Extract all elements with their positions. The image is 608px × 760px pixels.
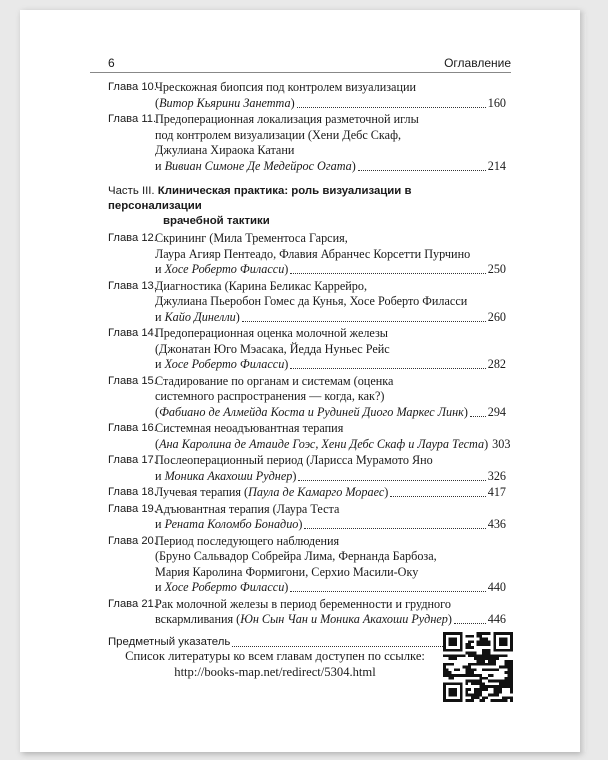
authors: Кайо Динелли [164, 309, 236, 324]
chapter-label: Глава 17. [108, 454, 157, 466]
authors: Хосе Роберто Филасси [164, 357, 285, 371]
chapter-body [155, 597, 506, 628]
authors: Юн Сын Чан и Моника Акахоши Руднер [240, 612, 448, 626]
toc-entry[interactable] [108, 279, 506, 326]
line-prefix: Лучевая терапия ( [155, 485, 249, 499]
references-note [110, 648, 440, 680]
toc-entry[interactable] [108, 421, 511, 452]
line-prefix: и [155, 517, 165, 531]
authors: Хосе Роберто Филасси [164, 580, 285, 594]
line-suffix: ) [351, 158, 356, 173]
line-suffix: ) [484, 436, 489, 451]
toc-entry[interactable] [108, 502, 506, 533]
line-suffix: ) [292, 468, 297, 483]
references-text: Список литературы ко всем главам доступен по ссылке: [125, 649, 425, 663]
references-link[interactable]: http://books-map.net/redirect/5304.html [174, 665, 376, 679]
chapter-title-line: Рак молочной железы в период беременности и грудного [155, 596, 451, 611]
chapter-last-line [155, 96, 506, 112]
chapter-page: 214 [487, 158, 506, 173]
chapter-title-line: Джулиана Пьеробон Гомес да Кунья, Хосе Роберто Филасси [155, 294, 468, 308]
line-prefix: ( [155, 436, 160, 451]
chapter-last-line [155, 357, 506, 373]
leader-dots [298, 469, 485, 481]
line-suffix: ) [235, 309, 240, 324]
line-prefix: и [155, 357, 165, 371]
chapter-page: 417 [487, 485, 506, 499]
chapter-body [155, 80, 506, 111]
line-prefix: и [155, 468, 165, 483]
chapter-title-line: Скрининг (Мила Трементоса Гарсия, [155, 231, 348, 245]
line-prefix: ( [155, 95, 160, 110]
chapter-title-line: Лаура Агияр Пентеадо, Флавия Абранчес Корсетти Пурчино [155, 246, 471, 261]
chapter-title-line: Диагностика (Карина Беликас Каррейро, [155, 278, 367, 293]
running-header [90, 54, 511, 73]
leader-dots [242, 310, 486, 322]
toc-entry[interactable] [108, 534, 506, 596]
chapter-title-line: Мария Каролина Формигони, Серхио Масили-Оку [155, 564, 419, 579]
chapter-body [155, 421, 510, 452]
chapter-page: 436 [487, 517, 506, 531]
leader-dots [297, 96, 486, 108]
chapter-label: Глава 19. [108, 502, 157, 515]
chapter-page: 260 [487, 309, 506, 324]
chapter-title-line: Джулиана Хираока Катани [155, 143, 295, 157]
chapter-body [155, 502, 506, 533]
authors: Моника Акахоши Руднер [164, 468, 293, 483]
chapter-label: Глава 11. [108, 113, 157, 125]
authors: Ана Каролина де Атаиде Гоэс, Хени Дебс Скаф и Лаура Теста [159, 436, 485, 451]
chapter-title-line: Период последующего наблюдения [155, 533, 340, 548]
line-suffix: ) [284, 357, 289, 371]
chapter-body [155, 279, 506, 326]
chapter-title-line: (Бруно Сальвадор Собрейра Лима, Фернанда Барбоза, [155, 549, 437, 563]
chapter-title-line: под контролем визуализации (Хени Дебс Скаф, [155, 127, 402, 142]
line-prefix: и [155, 158, 165, 173]
toc-entry[interactable] [108, 485, 506, 501]
part-title-line1: Клиническая практика: роль визуализации в персонализации [108, 185, 412, 212]
leader-dots [304, 517, 485, 529]
toc-group-part3 [108, 231, 511, 628]
chapter-last-line [155, 405, 506, 421]
qr-code-icon [443, 632, 513, 702]
chapter-page: 250 [487, 262, 506, 276]
chapter-label: Глава 21. [108, 597, 157, 610]
chapter-last-line [155, 437, 510, 453]
line-suffix: ) [284, 580, 289, 594]
chapter-body [155, 374, 506, 421]
chapter-page: 282 [487, 357, 506, 371]
toc-group-part2 [108, 80, 506, 174]
line-suffix: ) [384, 485, 389, 499]
line-prefix: и [155, 262, 165, 276]
line-suffix: ) [284, 262, 289, 276]
chapter-title-line: Предоперационная оценка молочной железы [155, 326, 388, 340]
part-heading [108, 184, 506, 229]
authors: Вивиан Симоне Де Медейрос Огата [164, 158, 352, 173]
chapter-label: Глава 14. [108, 327, 157, 339]
authors: Витор Кьярини Занетта [159, 95, 291, 110]
chapter-label: Глава 10. [108, 81, 157, 93]
chapter-body [155, 453, 506, 484]
chapter-last-line [155, 159, 506, 175]
chapter-last-line [155, 612, 506, 628]
page-number: 6 [108, 56, 115, 70]
chapter-last-line [155, 310, 506, 326]
chapter-page: 326 [487, 468, 506, 483]
toc-entry[interactable] [108, 112, 506, 174]
chapter-title-line: Адъювантная терапия (Лаура Теста [155, 501, 340, 516]
table-of-contents [108, 80, 511, 650]
toc-entry[interactable] [108, 597, 506, 628]
chapter-title-line: Стадирование по органам и системам (оценка [155, 373, 394, 388]
running-title: Оглавление [444, 56, 511, 70]
leader-dots [454, 612, 486, 624]
chapter-body [155, 534, 506, 596]
chapter-page: 294 [487, 404, 506, 419]
leader-dots [470, 405, 486, 417]
leader-dots [290, 262, 485, 274]
line-suffix: ) [463, 404, 468, 419]
authors: Фабиано де Алмейда Коста и Рудиней Диого Маркес Линк [159, 404, 464, 419]
chapter-page: 160 [487, 95, 506, 110]
chapter-page: 446 [487, 612, 506, 626]
toc-entry[interactable] [108, 326, 506, 373]
line-prefix: ( [155, 404, 160, 419]
chapter-body [155, 231, 506, 278]
leader-dots [290, 357, 485, 369]
line-prefix: и [155, 580, 165, 594]
chapter-last-line [155, 485, 506, 501]
chapter-last-line [155, 580, 506, 596]
chapter-label: Глава 18. [108, 486, 157, 498]
chapter-page: 303 [492, 436, 511, 451]
chapter-body [155, 485, 506, 501]
leader-dots [358, 159, 486, 171]
line-suffix: ) [447, 612, 452, 626]
leader-dots [390, 485, 485, 497]
chapter-label: Глава 16. [108, 422, 157, 434]
chapter-last-line [155, 469, 506, 485]
chapter-title-line: (Джонатан Юго Мэасака, Йедда Нуньес Рейс [155, 341, 390, 356]
toc-entry[interactable] [108, 453, 506, 484]
chapter-label: Глава 20. [108, 534, 157, 547]
toc-entry[interactable] [108, 231, 506, 278]
page-edge [580, 14, 586, 752]
chapter-title-line: Системная неоадъювантная терапия [155, 421, 344, 435]
chapter-title-line: системного распространения — когда, как?) [155, 389, 385, 403]
leader-dots [290, 580, 485, 592]
chapter-page: 440 [487, 580, 506, 594]
chapter-title-line: Послеоперационный период (Ларисса Мурамото Яно [155, 453, 433, 467]
chapter-body [155, 326, 506, 373]
authors: Рената Коломбо Бонадио [164, 517, 299, 531]
chapter-label: Глава 15. [108, 374, 157, 387]
line-suffix: ) [298, 517, 303, 531]
toc-entry[interactable] [108, 374, 506, 421]
line-suffix: ) [290, 95, 295, 110]
chapter-label: Глава 13. [108, 279, 157, 292]
chapter-title-line: Предоперационная локализация разметочной иглы [155, 112, 419, 126]
line-prefix: и [155, 309, 165, 324]
index-label: Предметный указатель [108, 635, 231, 648]
part-label: Часть III. [108, 185, 155, 197]
chapter-last-line [155, 262, 506, 278]
chapter-last-line [155, 517, 506, 533]
toc-entry[interactable] [108, 80, 506, 111]
chapter-label: Глава 12. [108, 232, 157, 244]
chapter-body [155, 112, 506, 174]
authors: Хосе Роберто Филасси [164, 262, 285, 276]
authors: Паула де Камарго Мораес [248, 485, 385, 499]
chapter-title-line: Чрескожная биопсия под контролем визуализации [155, 80, 417, 94]
part-title-line2: врачебной тактики [163, 215, 270, 227]
line-prefix: вскармливания ( [155, 612, 241, 626]
